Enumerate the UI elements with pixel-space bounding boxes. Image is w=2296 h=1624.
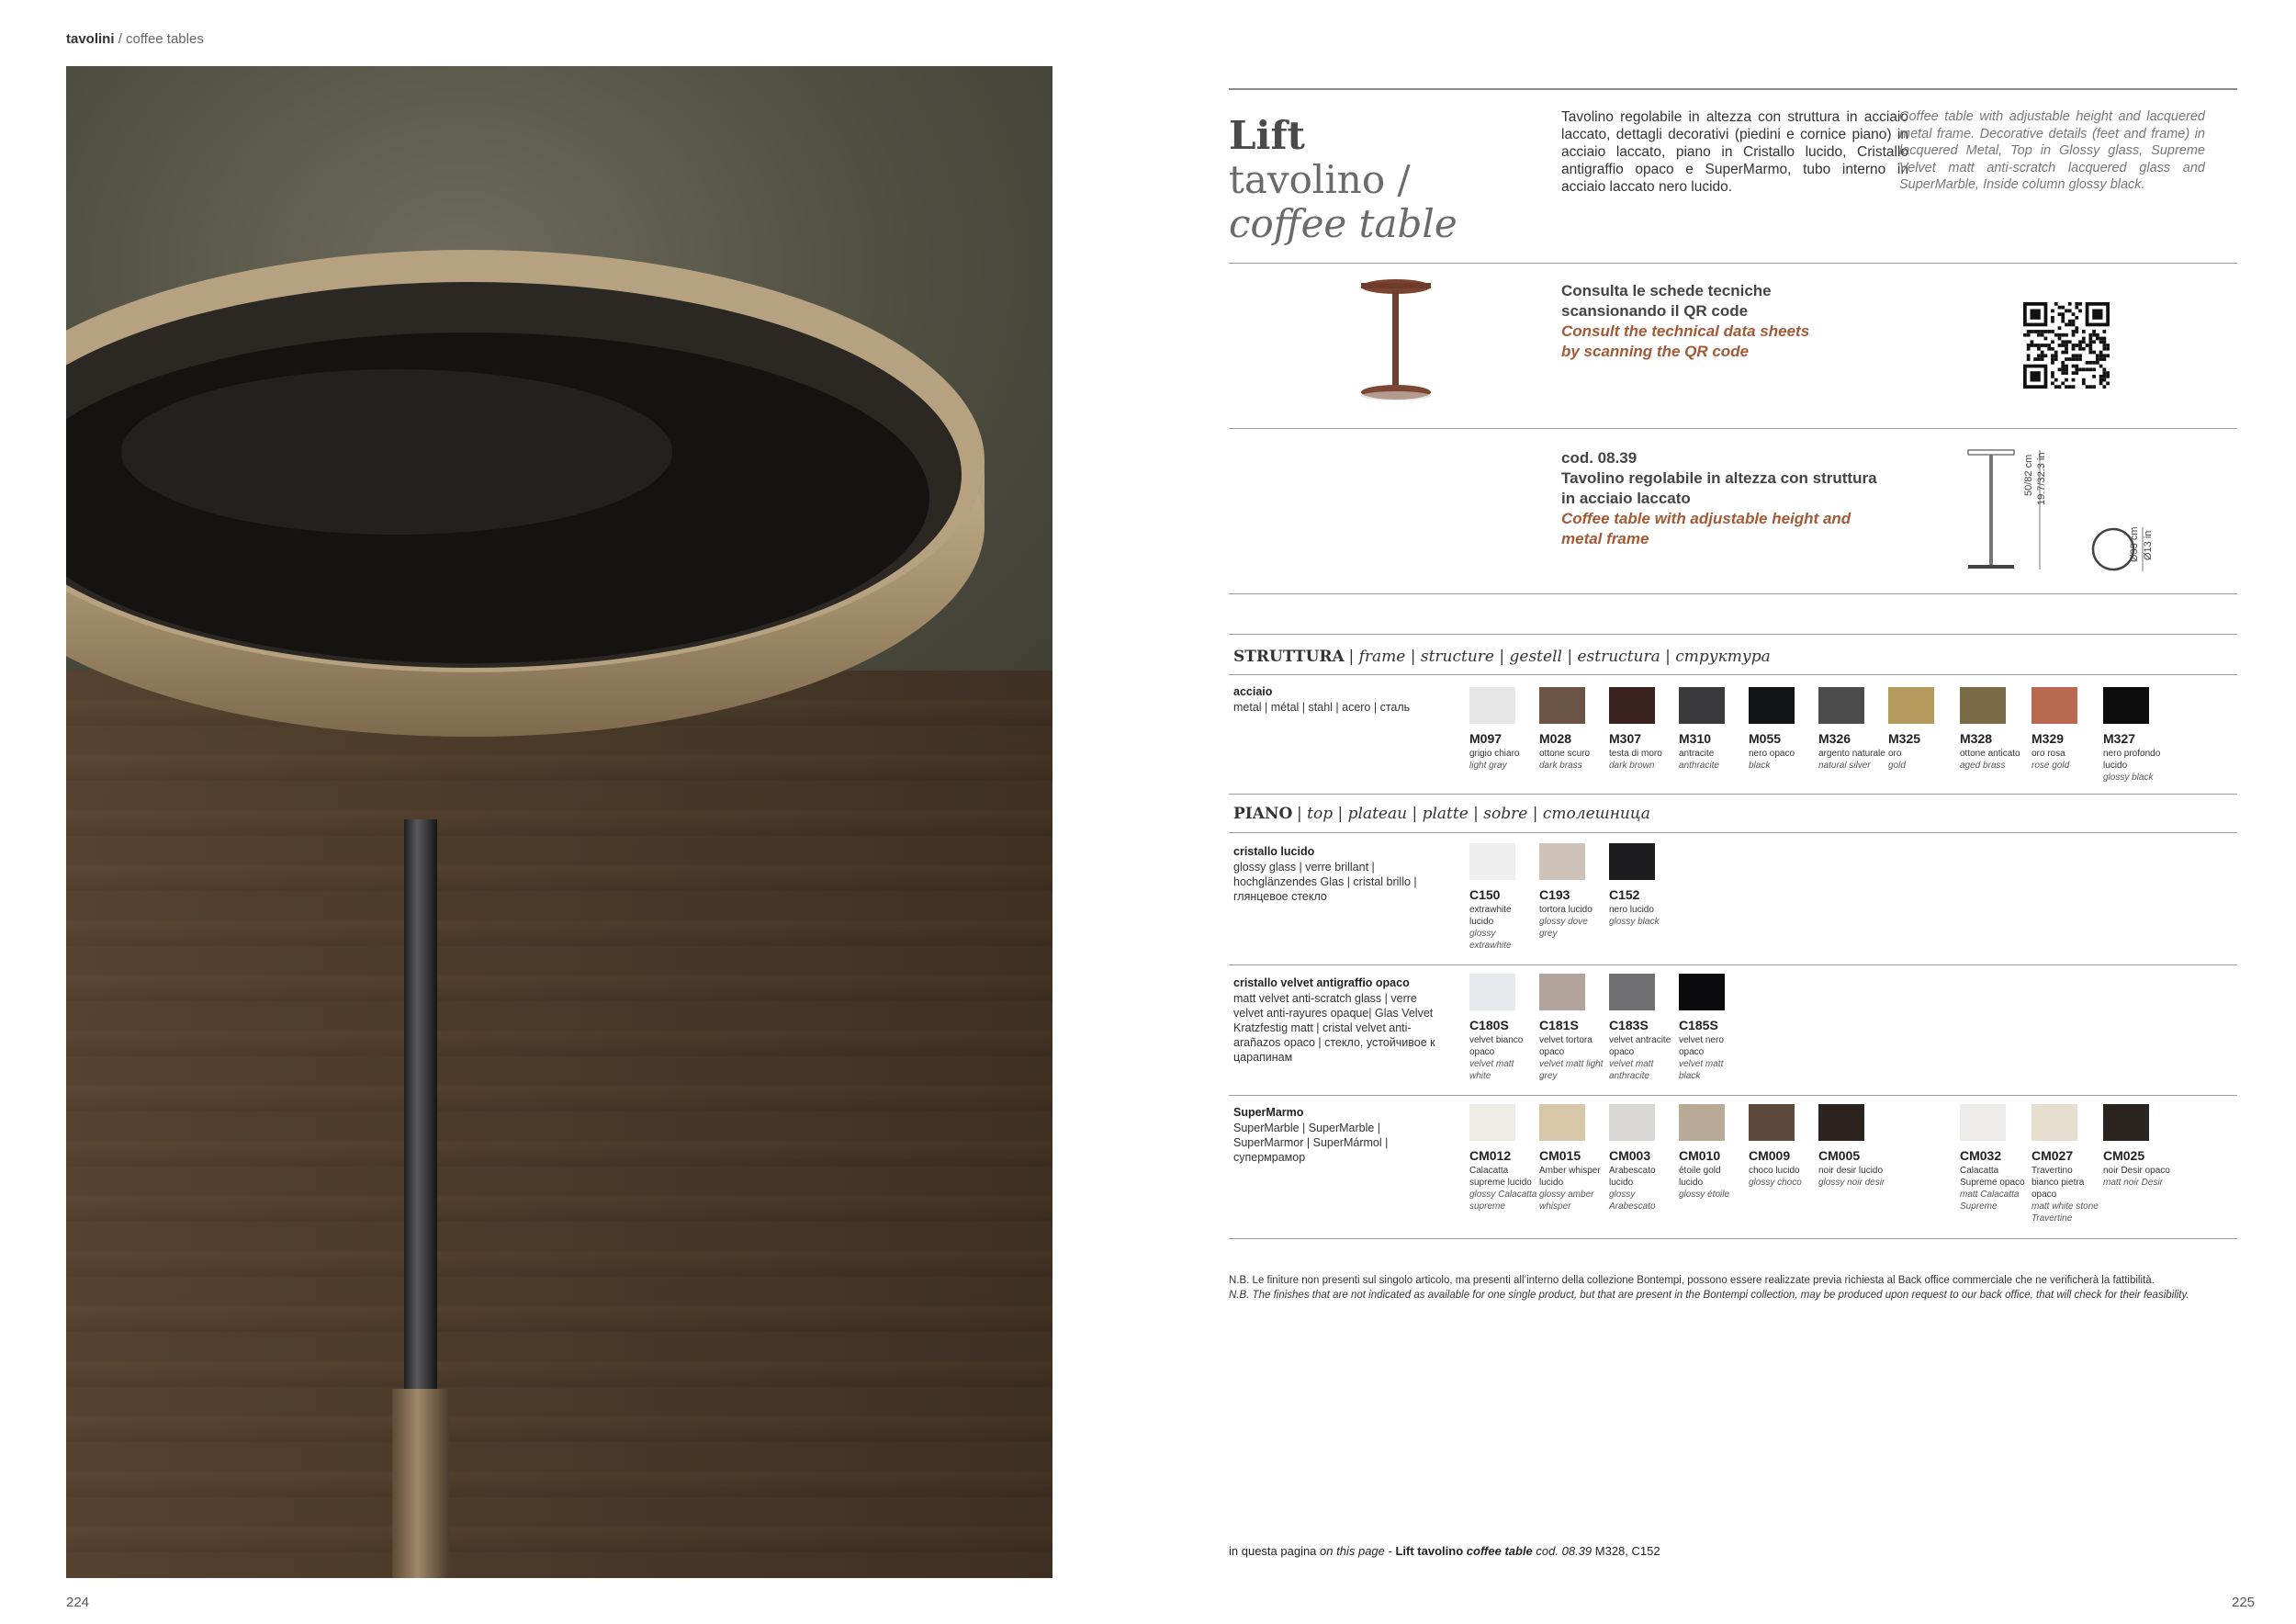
swatch-c193 xyxy=(1539,843,1585,880)
swatch-code: C193 xyxy=(1539,887,1570,902)
swatch-code: M307 xyxy=(1609,731,1642,746)
product-title xyxy=(1229,114,1458,246)
structure-material: acciaio xyxy=(1233,685,1273,698)
product-type-it: tavolino / xyxy=(1229,157,1411,202)
swatch-code: M097 xyxy=(1469,731,1503,746)
swatch-c181s xyxy=(1539,974,1585,1010)
diameter-in: Ø13 in xyxy=(2143,530,2154,560)
swatch-m325 xyxy=(1888,687,1934,724)
divider xyxy=(1229,263,2237,264)
divider xyxy=(1229,88,2237,90)
swatch-label: oro rosa rose gold xyxy=(2032,749,2070,771)
swatch-code: M327 xyxy=(2103,731,2136,746)
swatch-m328 xyxy=(1960,687,2006,724)
swatch-c183s xyxy=(1609,974,1655,1010)
swatch-code: M326 xyxy=(1818,731,1851,746)
glass-material: cristallo lucido xyxy=(1233,845,1315,858)
product-name: Lift xyxy=(1229,113,1305,158)
swatch-code: M055 xyxy=(1749,731,1782,746)
swatch-code: CM032 xyxy=(1960,1148,2002,1163)
divider xyxy=(1229,794,2237,795)
swatch-label: testa di moro dark brown xyxy=(1609,749,1662,771)
swatch-label: Amber whisper lucido glossy amber whisper xyxy=(1539,1166,1601,1212)
structure-material-desc: metal | métal | stahl | acero | сталь xyxy=(1233,701,1411,714)
swatch-m310 xyxy=(1679,687,1725,724)
swatch-code: CM025 xyxy=(2103,1148,2145,1163)
swatch-label: noir Desir opaco matt noir Desir xyxy=(2103,1166,2170,1188)
note-en: N.B. The finishes that are not indicated as available for one single product, but that are present in the Bontempi collection, may be produced upon request to our back office, that will check for their feasibility. xyxy=(1229,1290,2189,1301)
divider xyxy=(1229,674,2237,675)
swatch-code: C183S xyxy=(1609,1018,1649,1032)
page-number-right: 225 xyxy=(2232,1595,2256,1610)
structure-translations: | frame | structure | gestell | estructura | структура xyxy=(1348,648,1771,666)
running-header xyxy=(66,31,204,47)
description-en: Coffee table with adjustable height and lacquered metal frame. Decorative details (feet and frame) in lacquered Metal, Top in Glossy glass, Supreme Velvet matt anti-scratch lacquered glass and SuperMarble, Inside column glossy black. xyxy=(1899,109,2205,192)
swatch-m326 xyxy=(1818,687,1864,724)
swatch-code: CM010 xyxy=(1679,1148,1721,1163)
swatch-label: ottone scuro dark brass xyxy=(1539,749,1591,771)
swatch-code: M329 xyxy=(2032,731,2065,746)
product-photo xyxy=(66,66,1052,1578)
consult-en-2: by scanning the QR code xyxy=(1561,343,1750,360)
swatch-c150 xyxy=(1469,843,1515,880)
top-heading xyxy=(1233,805,1650,823)
swatch-cm010 xyxy=(1679,1104,1725,1141)
swatch-label: velvet antracite opaco velvet matt anthracite xyxy=(1609,1035,1671,1081)
swatch-c185s xyxy=(1679,974,1725,1010)
swatch-label: velvet bianco opaco velvet matt white xyxy=(1469,1035,1524,1081)
supermarble-material: SuperMarmo xyxy=(1233,1106,1304,1119)
swatch-cm005 xyxy=(1818,1104,1864,1141)
swatch-label: velvet tortora opaco velvet matt light grey xyxy=(1539,1035,1604,1081)
swatch-label: étoile gold lucido glossy étoile xyxy=(1679,1166,1730,1200)
swatch-label: nero lucido glossy black xyxy=(1609,905,1660,927)
swatch-m055 xyxy=(1749,687,1795,724)
height-cm: 50/82 cm xyxy=(2023,454,2034,496)
swatch-label: Calacatta supreme lucido glossy Calacatta supreme xyxy=(1469,1166,1537,1212)
photo-caption: in questa pagina on this page - Lift tavolino coffee table cod. 08.39 M328, C152 xyxy=(1229,1544,1660,1558)
divider xyxy=(1229,832,2237,833)
swatch-code: CM009 xyxy=(1749,1148,1791,1163)
swatch-cm025 xyxy=(2103,1104,2149,1141)
swatch-m097 xyxy=(1469,687,1515,724)
divider xyxy=(1229,428,2237,429)
consult-block xyxy=(1561,281,1809,362)
swatch-code: CM012 xyxy=(1469,1148,1512,1163)
swatch-label: nero opaco black xyxy=(1749,749,1795,771)
swatch-c180s xyxy=(1469,974,1515,1010)
article-it-1: Tavolino regolabile in altezza con struttura xyxy=(1561,469,1877,487)
swatch-code: C181S xyxy=(1539,1018,1579,1032)
article-code: cod. 08.39 xyxy=(1561,449,1638,467)
swatch-label: choco lucido glossy choco xyxy=(1749,1166,1802,1188)
note-it: N.B. Le finiture non presenti sul singolo articolo, ma presenti all’interno della collezione Bontempi, possono essere realizzate previa richiesta al Back office commerciale che ne verificherà la fattibilità. xyxy=(1229,1275,2155,1286)
top-translations: | top | plateau | platte | sobre | столешница xyxy=(1297,805,1650,823)
swatch-m329 xyxy=(2032,687,2077,724)
product-type-en: coffee table xyxy=(1229,201,1458,246)
swatch-cm015 xyxy=(1539,1104,1585,1141)
separator: / xyxy=(118,31,122,47)
swatch-label: oro gold xyxy=(1888,749,1906,771)
swatch-label: ottone anticato aged brass xyxy=(1960,749,2020,771)
structure-heading xyxy=(1233,648,1771,666)
coffee-table-illustration xyxy=(66,66,1052,1578)
swatch-code: M310 xyxy=(1679,731,1712,746)
divider xyxy=(1229,1238,2237,1239)
swatch-label: antracite anthracite xyxy=(1679,749,1719,771)
swatch-code: C185S xyxy=(1679,1018,1718,1032)
swatch-label: Calacatta Supreme opaco matt Calacatta Supreme xyxy=(1960,1166,2025,1212)
structure-title: STRUTTURA xyxy=(1233,648,1345,666)
swatch-code: CM003 xyxy=(1609,1148,1651,1163)
consult-it-2: scansionando il QR code xyxy=(1561,302,1749,320)
velvet-material-desc: matt velvet anti-scratch glass | verre velvet anti-rayures opaque| Glas Velvet Kratzfestig matt | cristal velvet anti- arañazos opaco | стекло, устойчивое к царапинам xyxy=(1233,992,1435,1064)
technical-drawing xyxy=(1961,445,2200,582)
article-en-1: Coffee table with adjustable height and xyxy=(1561,510,1851,527)
swatch-cm003 xyxy=(1609,1104,1655,1141)
divider xyxy=(1229,593,2237,594)
diameter-cm: Ø33 cm xyxy=(2129,526,2140,562)
swatch-cm032 xyxy=(1960,1104,2006,1141)
swatch-code: CM027 xyxy=(2032,1148,2074,1163)
swatch-label: argento naturale natural silver xyxy=(1818,749,1885,771)
swatch-code: M028 xyxy=(1539,731,1572,746)
section-it: tavolini xyxy=(66,31,115,47)
swatch-label: Travertino bianco pietra opaco matt white stone Travertine xyxy=(2032,1166,2099,1224)
article-en-2: metal frame xyxy=(1561,530,1649,547)
description-it: Tavolino regolabile in altezza con struttura in acciaio laccato, dettagli decorativi (piedini e cornice piano) in acciaio laccato, piano in Cristallo lucido, Cristallo antigraffio opaco e SuperMarmo, tubo interno in acciaio laccato nero lucido. xyxy=(1561,109,1908,195)
swatch-label: velvet nero opaco velvet matt black xyxy=(1679,1035,1724,1081)
swatch-label: tortora lucido glossy dove grey xyxy=(1539,905,1593,939)
divider xyxy=(1229,634,2237,635)
qr-code-icon[interactable] xyxy=(2023,302,2110,389)
section-en: coffee tables xyxy=(126,31,204,47)
swatch-label: Arabescato lucido glossy Arabescato xyxy=(1609,1166,1656,1212)
consult-en-1: Consult the technical data sheets xyxy=(1561,322,1810,340)
product-thumbnail xyxy=(1350,276,1442,404)
swatch-label: grigio chiaro light gray xyxy=(1469,749,1520,771)
swatch-m307 xyxy=(1609,687,1655,724)
supermarble-material-desc: SuperMarble | SuperMarble | SuperMarmor | SuperMármol | супермрамор xyxy=(1233,1122,1389,1164)
velvet-material: cristallo velvet antigraffio opaco xyxy=(1233,976,1410,989)
swatch-c152 xyxy=(1609,843,1655,880)
swatch-label: nero profondo lucido glossy black xyxy=(2103,749,2161,783)
swatch-code: C180S xyxy=(1469,1018,1509,1032)
swatch-cm009 xyxy=(1749,1104,1795,1141)
swatch-code: M328 xyxy=(1960,731,1993,746)
divider xyxy=(1229,964,2237,965)
swatch-cm027 xyxy=(2032,1104,2077,1141)
swatch-label: extrawhite lucido glossy extrawhite xyxy=(1469,905,1512,951)
swatch-code: CM005 xyxy=(1818,1148,1861,1163)
consult-it-1: Consulta le schede tecniche xyxy=(1561,282,1772,299)
top-title: PIANO xyxy=(1233,805,1293,823)
swatch-cm012 xyxy=(1469,1104,1515,1141)
divider xyxy=(1229,1095,2237,1096)
height-in: 19.7/32.3 in xyxy=(2036,452,2047,505)
swatch-code: M325 xyxy=(1888,731,1921,746)
notes xyxy=(1229,1273,2239,1303)
article-it-2: in acciaio laccato xyxy=(1561,490,1691,507)
glass-material-desc: glossy glass | verre brillant | hochglänzendes Glas | cristal brillo | глянцевое стекло xyxy=(1233,861,1417,903)
swatch-m327 xyxy=(2103,687,2149,724)
swatch-code: CM015 xyxy=(1539,1148,1581,1163)
swatch-m028 xyxy=(1539,687,1585,724)
article-block xyxy=(1561,448,1877,549)
swatch-code: C150 xyxy=(1469,887,1501,902)
swatch-code: C152 xyxy=(1609,887,1640,902)
page-number-left: 224 xyxy=(66,1595,90,1610)
swatch-label: noir desir lucido glossy noir desir xyxy=(1818,1166,1885,1188)
